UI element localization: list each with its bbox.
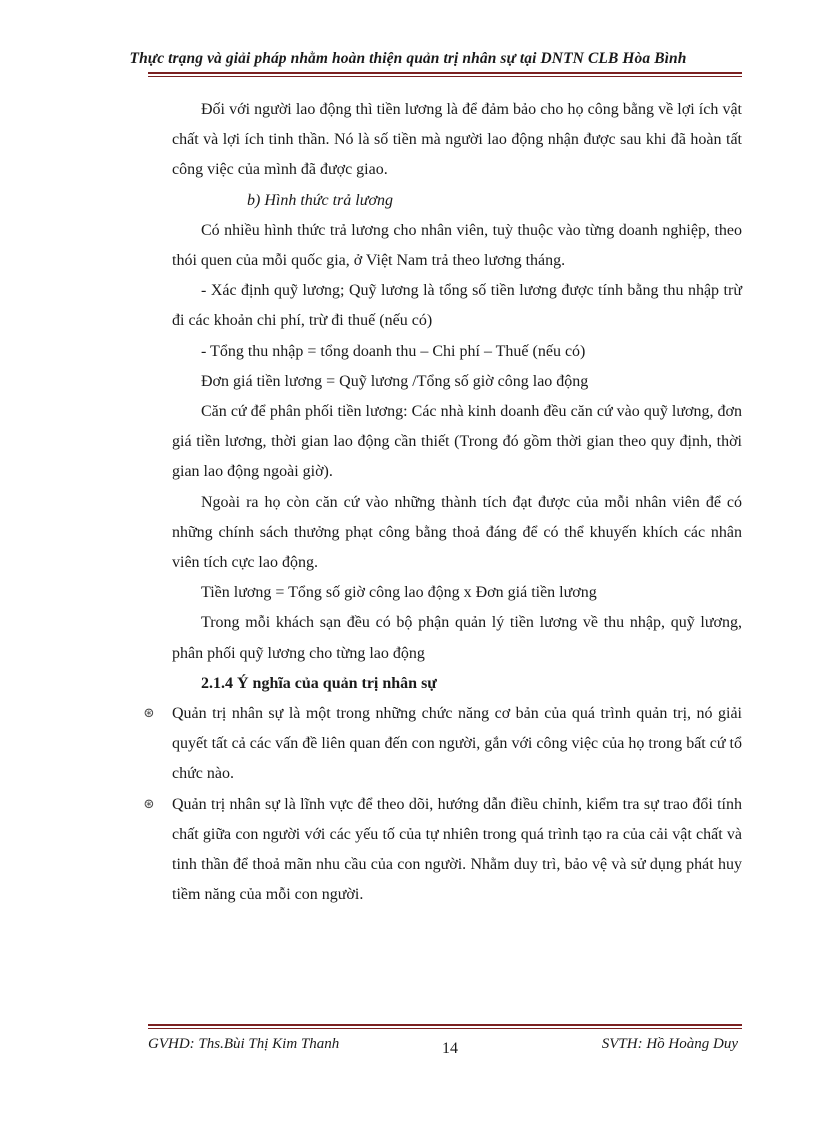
paragraph-salary-fund: - Xác định quỹ lương; Quỹ lương là tổng số tiền lương được tính bằng thu nhập trừ đi các khoản chi phí, trừ đi thuế (nếu có) xyxy=(172,282,742,330)
bullet-text: Quản trị nhân sự là một trong những chức năng cơ bản của quá trình quản trị, nó giải quyết tất cả các vấn đề liên quan đến con người, gắn với công việc của họ trong bất cứ tổ chức nào. xyxy=(172,705,742,783)
circled-cross-bullet-icon: ⊛ xyxy=(143,796,155,812)
document-body xyxy=(143,95,742,910)
paragraph-hotel-salary-dept: Trong mỗi khách sạn đều có bộ phận quản lý tiền lương về thu nhập, quỹ lương, phân phối quỹ lương cho từng lao động xyxy=(172,614,742,662)
page-number: 14 xyxy=(442,1040,458,1057)
bullet-item xyxy=(143,790,742,911)
paragraph-salary-distribution: Căn cứ để phân phối tiền lương: Các nhà kinh doanh đều căn cứ vào quỹ lương, đơn giá tiền lương, thời gian lao động cần thiết (Trong đó gồm thời gian theo quy định, thời gian lao động ngoài giờ). xyxy=(172,403,742,481)
page-header-title: Thực trạng và giải pháp nhằm hoàn thiện quản trị nhân sự tại DNTN CLB Hòa Bình xyxy=(129,50,687,67)
footer-instructor: GVHD: Ths.Bùi Thị Kim Thanh xyxy=(148,1036,340,1052)
section-heading-hr-meaning: 2.1.4 Ý nghĩa của quản trị nhân sự xyxy=(201,674,437,692)
paragraph-total-income: - Tổng thu nhập = tổng doanh thu – Chi phí – Thuế (nếu có) xyxy=(201,342,586,360)
paragraph-rewards: Ngoài ra họ còn căn cứ vào những thành tích đạt được của mỗi nhân viên để có những chính sách thưởng phạt công bằng thoả đáng để có thể khuyến khích các nhân viên tích cực lao động. xyxy=(172,493,742,572)
circled-cross-bullet-icon: ⊛ xyxy=(143,706,155,722)
paragraph-payment-forms: Có nhiều hình thức trả lương cho nhân viên, tuỳ thuộc vào từng doanh nghiệp, theo thói quen của mỗi quốc gia, ở Việt Nam trả theo lương tháng. xyxy=(172,221,742,270)
footer-student: SVTH: Hồ Hoàng Duy xyxy=(601,1036,738,1052)
paragraph-salary-formula: Tiền lương = Tổng số giờ công lao động x Đơn giá tiền lương xyxy=(201,584,597,602)
subheading-payment-forms: b) Hình thức trả lương xyxy=(247,191,393,209)
bullet-text: Quản trị nhân sự là lĩnh vực để theo dõi, hướng dẫn điều chỉnh, kiểm tra sự trao đổi tính chất giữa con người với các yếu tố của tự nhiên trong quá trình tạo ra của cải vật chất và tinh thần để thoả mãn nhu cầu của con người. Nhằm duy trì, bảo vệ và sử dụng phát huy tiềm năng của mỗi con người. xyxy=(172,795,742,904)
header-divider xyxy=(148,72,742,77)
footer-divider xyxy=(148,1024,742,1029)
paragraph-salary-fairness: Đối với người lao động thì tiền lương là để đảm bảo cho họ công bằng về lợi ích vật chất và lợi ích tinh thần. Nó là số tiền mà người lao động nhận được sau khi đã hoàn tất công việc của mình đã được giao. xyxy=(172,101,742,179)
bullet-item xyxy=(143,699,742,790)
paragraph-unit-price-formula: Đơn giá tiền lương = Quỹ lương /Tổng số giờ công lao động xyxy=(201,372,589,390)
